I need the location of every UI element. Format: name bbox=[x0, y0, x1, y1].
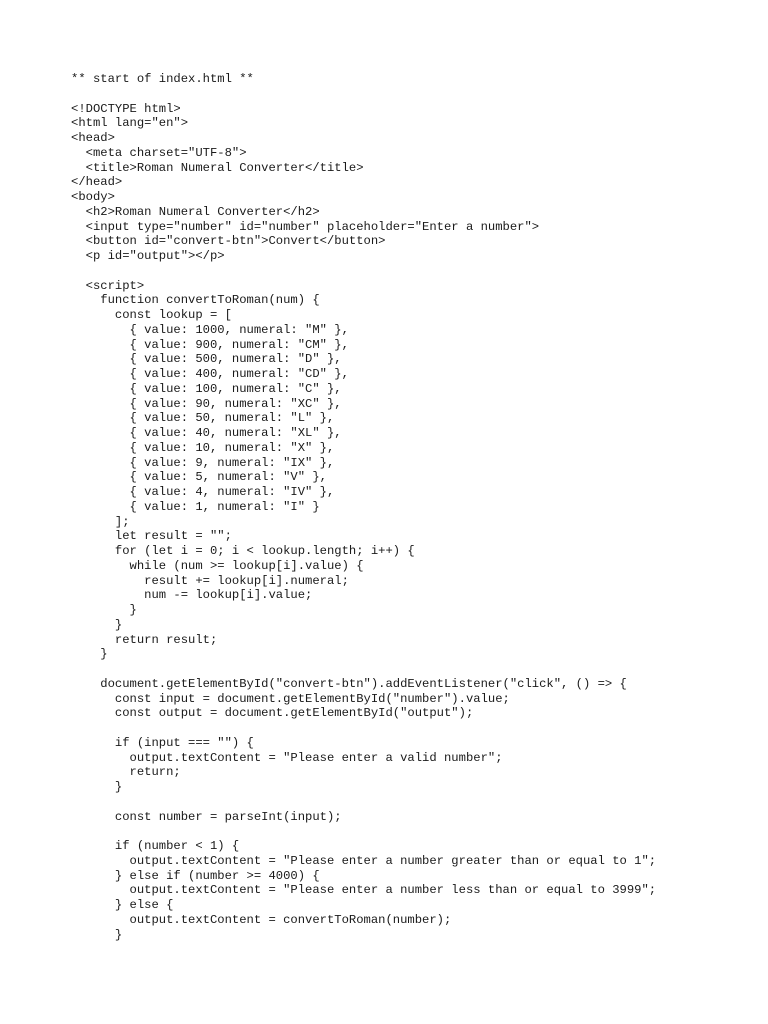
code-line: ]; bbox=[71, 514, 130, 529]
code-line: { value: 50, numeral: "L" }, bbox=[71, 411, 335, 426]
code-line: output.textContent = "Please enter a number less than or equal to 3999"; bbox=[71, 883, 657, 898]
code-line: <body> bbox=[71, 190, 115, 204]
code-line: const number = parseInt(input); bbox=[71, 809, 342, 824]
code-line: } else { bbox=[71, 898, 174, 912]
code-line bbox=[71, 795, 656, 810]
code-line: { value: 1, numeral: "I" } bbox=[71, 499, 320, 514]
code-line: <title>Roman Numeral Converter</title> bbox=[71, 160, 364, 175]
code-line: } bbox=[71, 780, 123, 794]
code-line: { value: 500, numeral: "D" }, bbox=[71, 352, 342, 367]
code-line: <p id="output"></p> bbox=[71, 249, 225, 263]
code-line: } bbox=[71, 603, 137, 617]
code-line: if (number < 1) { bbox=[71, 839, 240, 853]
code-line: document.getElementById("convert-btn").addEventListener("click", () => { bbox=[71, 676, 627, 691]
code-line: <meta charset="UTF-8"> bbox=[71, 145, 247, 160]
code-line bbox=[71, 824, 656, 839]
code-line: <input type="number" id="number" placeholder="Enter a number"> bbox=[71, 219, 540, 234]
code-line: } bbox=[71, 927, 123, 942]
code-line: ** start of index.html ** bbox=[71, 72, 254, 86]
code-line bbox=[71, 662, 656, 677]
code-line: return; bbox=[71, 765, 181, 780]
code-line: { value: 100, numeral: "C" }, bbox=[71, 381, 342, 396]
code-line: { value: 9, numeral: "IX" }, bbox=[71, 455, 335, 470]
code-line: <h2>Roman Numeral Converter</h2> bbox=[71, 204, 320, 219]
code-line: } bbox=[71, 647, 108, 662]
code-line: <html lang="en"> bbox=[71, 116, 189, 131]
code-line: num -= lookup[i].value; bbox=[71, 588, 313, 603]
code-line: { value: 90, numeral: "XC" }, bbox=[71, 396, 342, 411]
code-line: <!DOCTYPE html> bbox=[71, 101, 181, 116]
code-line: { value: 900, numeral: "CM" }, bbox=[71, 337, 349, 352]
code-line: function convertToRoman(num) { bbox=[71, 293, 320, 308]
code-line: <button id="convert-btn">Convert</button> bbox=[71, 234, 386, 249]
code-line: <head> bbox=[71, 131, 115, 145]
code-line: while (num >= lookup[i].value) { bbox=[71, 558, 364, 573]
code-line: const input = document.getElementById("number").value; bbox=[71, 691, 510, 706]
code-line: { value: 400, numeral: "CD" }, bbox=[71, 367, 349, 381]
code-line: output.textContent = convertToRoman(number); bbox=[71, 912, 452, 927]
code-line: result += lookup[i].numeral; bbox=[71, 573, 349, 588]
code-line: output.textContent = "Please enter a number greater than or equal to 1"; bbox=[71, 853, 657, 868]
code-line: { value: 5, numeral: "V" }, bbox=[71, 470, 327, 485]
code-line: let result = ""; bbox=[71, 529, 232, 544]
code-line: for (let i = 0; i < lookup.length; i++) { bbox=[71, 544, 415, 558]
code-line bbox=[71, 87, 656, 102]
code-line: </head> bbox=[71, 175, 123, 190]
code-line: const output = document.getElementById("output"); bbox=[71, 706, 474, 721]
code-line: return result; bbox=[71, 632, 218, 647]
code-line: { value: 4, numeral: "IV" }, bbox=[71, 485, 335, 499]
code-line: } bbox=[71, 617, 123, 632]
code-line: { value: 40, numeral: "XL" }, bbox=[71, 426, 342, 440]
code-line: { value: 10, numeral: "X" }, bbox=[71, 440, 335, 455]
code-line bbox=[71, 721, 656, 736]
code-line: <script> bbox=[71, 278, 145, 293]
code-line: } else if (number >= 4000) { bbox=[71, 868, 320, 883]
code-line bbox=[71, 264, 656, 279]
code-line: { value: 1000, numeral: "M" }, bbox=[71, 322, 349, 337]
code-line: if (input === "") { bbox=[71, 735, 254, 750]
code-listing bbox=[71, 72, 656, 942]
code-line: const lookup = [ bbox=[71, 308, 232, 322]
code-line: output.textContent = "Please enter a valid number"; bbox=[71, 750, 503, 765]
